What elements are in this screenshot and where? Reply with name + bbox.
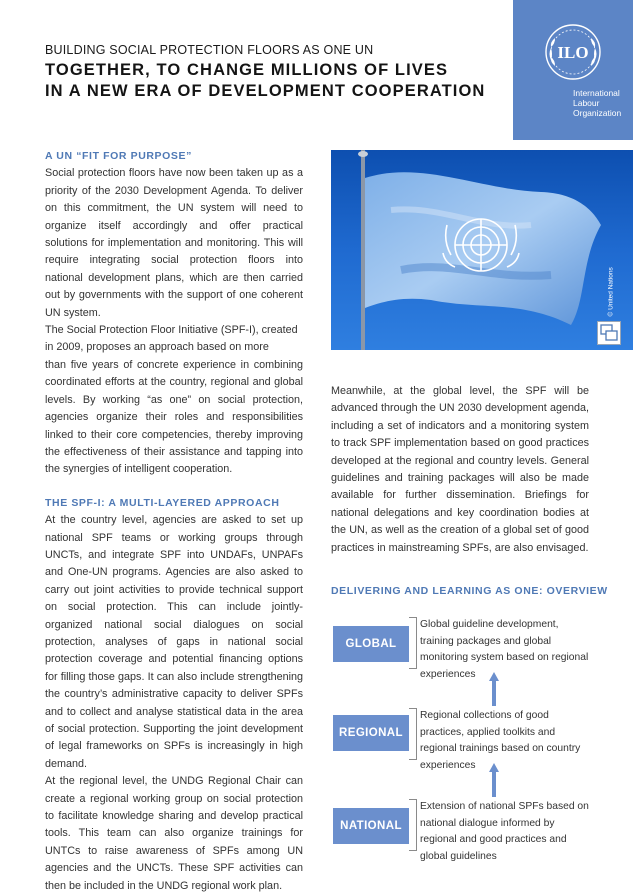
level-box-global: GLOBAL <box>333 626 409 662</box>
paragraph: Social protection floors have now been taken up as a priority of the 2030 Development Agenda. To deliver on this commitment, the UN system will need to organize itself accordingly and offer practical solutions for implementation and monitoring. This will require integrating social protection floors into national development plans, which are then carried out by governments with the support of one coherent UN system. <box>45 167 303 319</box>
paragraph: At the regional level, the UNDG Regional Chair can create a regional working group on social protection to facilitate knowledge sharing and develop practical tools. This team can also organize trainings for UNTCs to raise awareness of SPFs among UN agencies and the UNCTs. These SPF activities can then be included in the UNDG regional work plan. <box>45 775 303 892</box>
right-column <box>331 383 589 557</box>
paragraph: than five years of concrete experience in combining coordinated efforts at the country, regional and global levels. By working “as one” on social protection, agencies organize their roles and responsibilities linked to their core competencies, thereby improving the effectiveness of their assistance and tapping into the synergies of intelligent cooperation. <box>45 358 303 476</box>
section-heading-fit-for-purpose: A UN “FIT FOR PURPOSE” <box>45 150 192 162</box>
bracket <box>409 799 417 851</box>
arrow-up-icon <box>489 672 499 706</box>
gallery-icon[interactable] <box>597 321 621 345</box>
ilo-name-line-2: Labour <box>573 98 600 108</box>
level-box-regional: REGIONAL <box>333 715 409 751</box>
left-column <box>45 148 303 895</box>
un-flag-photo <box>331 150 633 350</box>
title-line-2: IN A NEW ERA OF DEVELOPMENT COOPERATION <box>45 82 486 100</box>
paragraph: Meanwhile, at the global level, the SPF will be advanced through the UN 2030 development agenda, including a set of indicators and a monitoring system to track SPF implementation based on good practices developed at the regional and country levels. General guidelines and training packages will also be made available for further dissemination. Briefings for national delegations and key coordination bodies at the UN, as well as the creation of a global set of good practices in mainstreaming SPFs, are also envisaged. <box>331 385 589 554</box>
bracket <box>409 708 417 760</box>
arrow-up-icon <box>489 763 499 797</box>
level-text-regional: Regional collections of good practices, applied toolkits and regional trainings based on country experiences <box>420 710 581 771</box>
bracket <box>409 617 417 669</box>
level-box-national: NATIONAL <box>333 808 409 844</box>
level-text-national: Extension of national SPFs based on national dialogue informed by regional and good practices and global guidelines <box>420 801 589 862</box>
paragraph: At the country level, agencies are asked to set up national SPF teams or working groups through UNCTs, and integrate SPF into UNDAFs, UNPAFs and One-UN programs. Agencies are also asked to carry out joint activities to provide technical support on social protection. This can include jointly-organized national social dialogues on social protection, analyses of gaps in national social protection coverage and potential financing options for filling those gaps. It can also include strengthening the country’s administrative capacity to deliver SPFs and to collect and analyse statistical data in the area of social protection. Supporting the joint development of legal frameworks on SPFs is increasingly in high demand. <box>45 514 303 770</box>
ilo-name-line-1: International <box>573 88 620 98</box>
document-kicker: BUILDING SOCIAL PROTECTION FLOORS AS ONE UN <box>45 43 374 57</box>
document-title <box>45 60 485 102</box>
ilo-name <box>573 88 633 118</box>
ilo-logo-block <box>513 0 633 140</box>
overview-heading: DELIVERING AND LEARNING AS ONE: OVERVIEW <box>331 585 608 597</box>
photo-credit: © United Nations <box>607 267 615 317</box>
ilo-mark-text: ILO <box>557 43 589 62</box>
paragraph: The Social Protection Floor Initiative (SPF-I), created in 2009, proposes an approach based on more <box>45 324 298 354</box>
ilo-emblem-icon <box>543 22 603 82</box>
level-text-global: Global guideline development, training packages and global monitoring system based on regional experiences <box>420 619 589 680</box>
section-heading-multi-layered: THE SPF-I: A MULTI-LAYERED APPROACH <box>45 496 280 509</box>
title-line-1: TOGETHER, TO CHANGE MILLIONS OF LIVES <box>45 61 449 79</box>
ilo-name-line-3: Organization <box>573 108 622 118</box>
